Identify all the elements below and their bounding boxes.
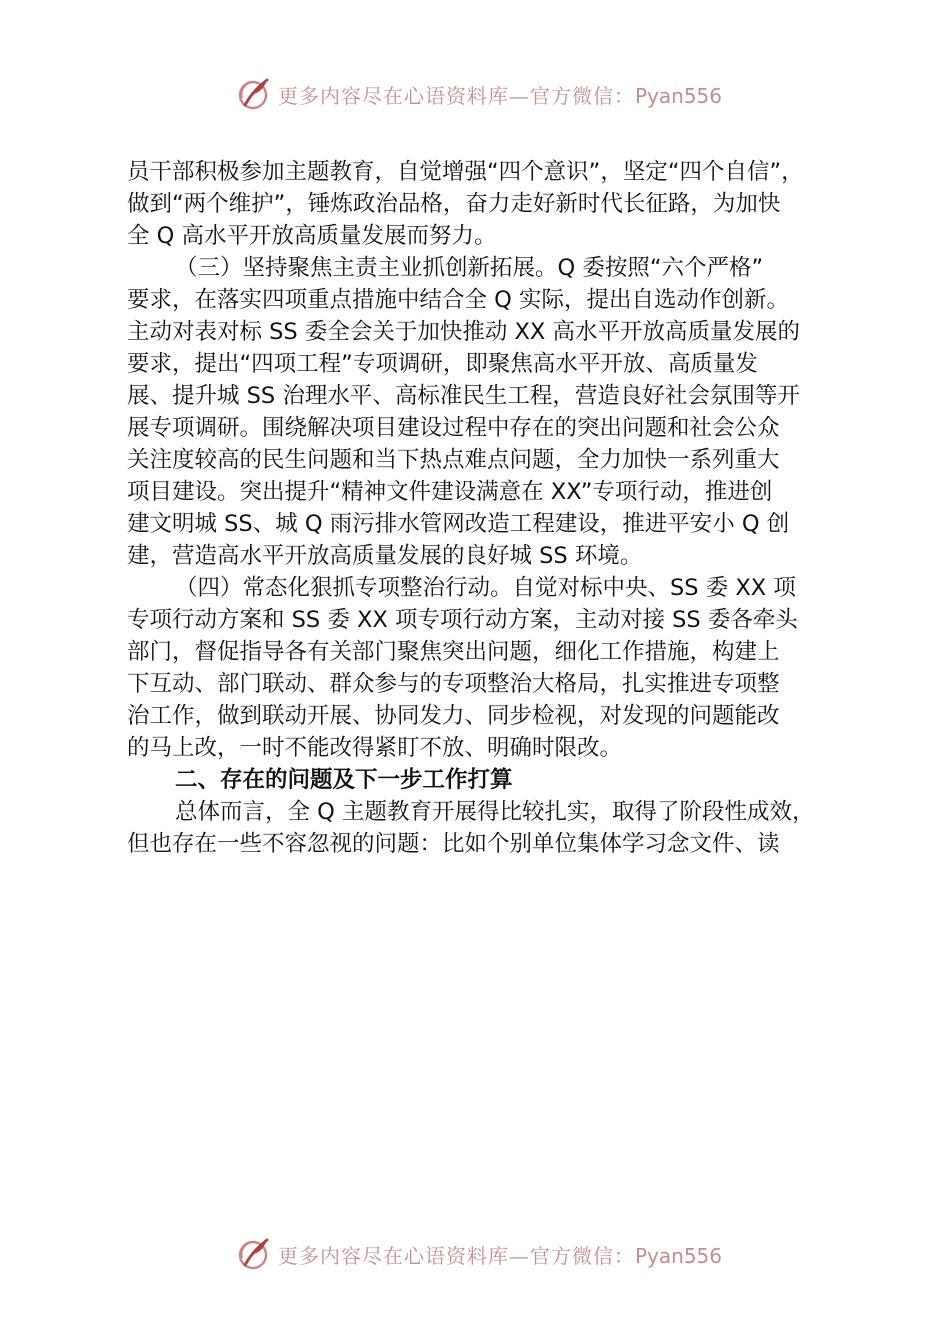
text-line: 的马上改，一时不能改得紧盯不放、明确时限改。 bbox=[127, 735, 623, 761]
text-line: 主动对表对标 SS 委全会关于加快推动 XX 高水平开放高质量发展的 bbox=[127, 319, 801, 345]
text-line: 项目建设。突出提升“精神文件建设满意在 XX”专项行动，推进创 bbox=[127, 479, 773, 505]
section-heading: 二、存在的问题及下一步工作打算 bbox=[175, 767, 513, 793]
wechat-id: Pyan556 bbox=[635, 1243, 723, 1268]
header-banner bbox=[236, 74, 756, 114]
text-line: 总体而言，全 Q 主题教育开展得比较扎实，取得了阶段性成效， bbox=[175, 799, 815, 825]
text-line: 建，营造高水平开放高质量发展的良好城 SS 环境。 bbox=[127, 543, 643, 569]
text-line: （四）常态化狠抓专项整治行动。自觉对标中央、SS 委 XX 项 bbox=[175, 575, 796, 601]
text-line: 展、提升城 SS 治理水平、高标准民生工程，营造良好社会氛围等开 bbox=[127, 383, 800, 409]
text-line: 但也存在一些不容忽视的问题：比如个别单位集体学习念文件、读 bbox=[127, 831, 780, 857]
document-body bbox=[127, 156, 847, 860]
text-line: 建文明城 SS、城 Q 雨污排水管网改造工程建设，推进平安小 Q 创 bbox=[127, 511, 790, 537]
banner-text: 更多内容尽在心语资料库—官方微信：Pyan556 bbox=[278, 83, 723, 108]
text-line: 要求，提出“四项工程”专项调研，即聚焦高水平开放、高质量发 bbox=[127, 351, 758, 377]
text-line: （三）坚持聚焦主责主业抓创新拓展。Q 委按照“六个严格” bbox=[175, 255, 764, 281]
feather-ribbon-logo-icon bbox=[236, 76, 272, 112]
text-line: 要求，在落实四项重点措施中结合全 Q 实际，提出自选动作创新。 bbox=[127, 287, 790, 313]
text-line: 部门，督促指导各有关部门聚焦突出问题，细化工作措施，构建上 bbox=[127, 639, 780, 665]
feather-ribbon-logo-icon bbox=[236, 1236, 272, 1272]
wechat-id: Pyan556 bbox=[635, 83, 723, 108]
text-line: 全 Q 高水平开放高质量发展而努力。 bbox=[127, 223, 497, 249]
text-line: 员干部积极参加主题教育，自觉增强“四个意识”，坚定“四个自信”， bbox=[127, 159, 804, 185]
text-line: 下互动、部门联动、群众参与的专项整治大格局，扎实推进专项整 bbox=[127, 671, 780, 697]
footer-banner bbox=[236, 1234, 756, 1274]
text-line: 展专项调研。围绕解决项目建设过程中存在的突出问题和社会公众 bbox=[127, 415, 780, 441]
text-line: 治工作，做到联动开展、协同发力、同步检视，对发现的问题能改 bbox=[127, 703, 780, 729]
text-line: 专项行动方案和 SS 委 XX 项专项行动方案，主动对接 SS 委各牵头 bbox=[127, 607, 798, 633]
banner-text: 更多内容尽在心语资料库—官方微信：Pyan556 bbox=[278, 1243, 723, 1268]
text-line: 关注度较高的民生问题和当下热点难点问题，全力加快一系列重大 bbox=[127, 447, 780, 473]
text-line: 做到“两个维护”，锤炼政治品格，奋力走好新时代长征路，为加快 bbox=[127, 191, 781, 217]
